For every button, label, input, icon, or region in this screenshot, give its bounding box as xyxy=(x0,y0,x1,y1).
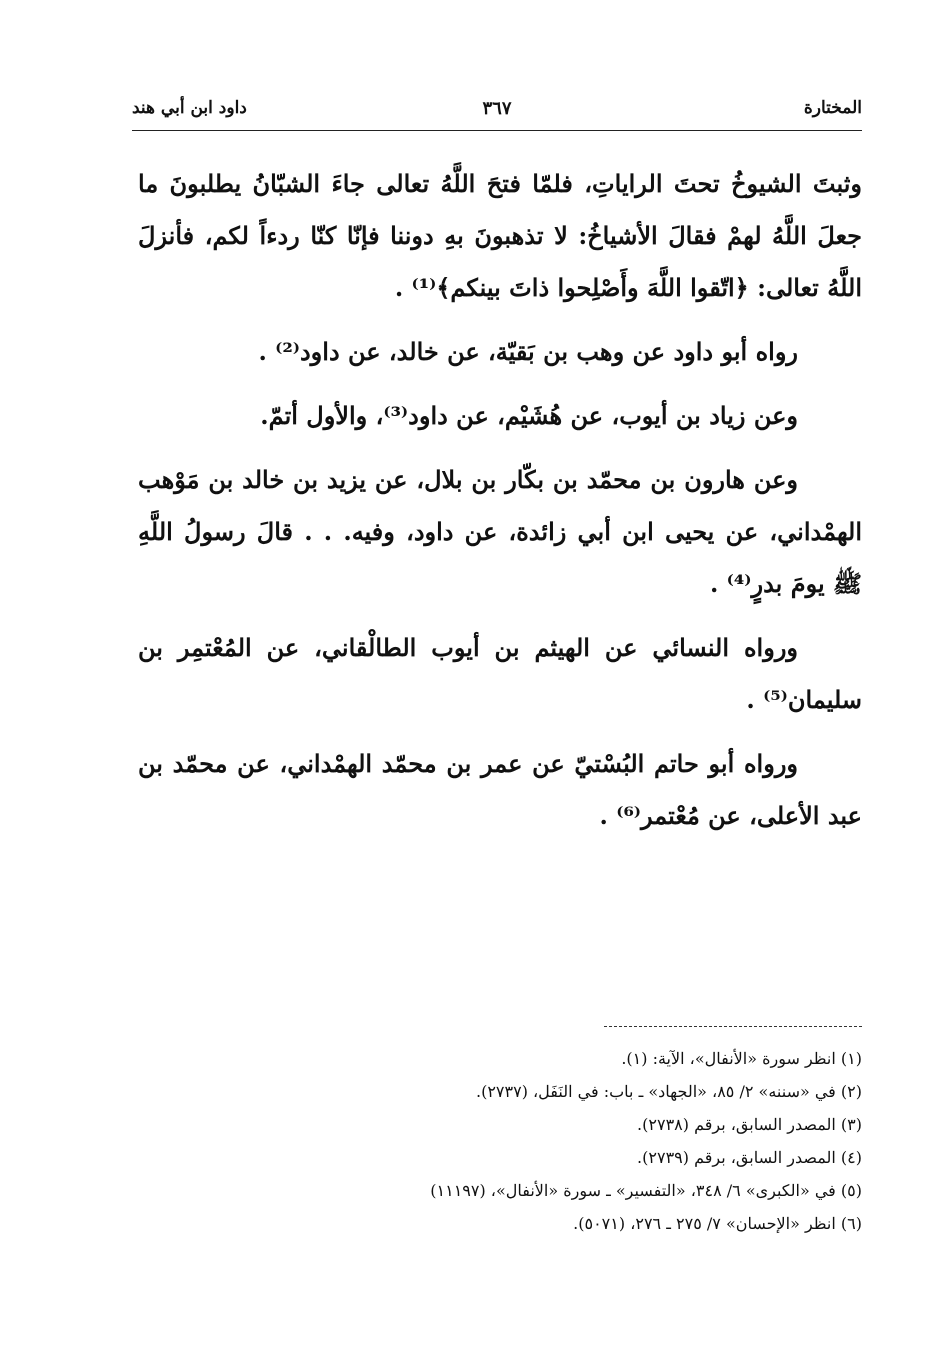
footnote: (٢) في «سننه» ٢/ ٨٥، «الجهاد» ـ باب: في النَفَل، (٢٧٣٧). xyxy=(475,1082,862,1101)
section-title: داود ابن أبي هند xyxy=(132,98,247,118)
footnote: (٥) في «الكبرى» ٦/ ٣٤٨، «التفسير» ـ سورة «الأنفال»، (١١١٩٧) xyxy=(430,1181,862,1200)
footnote: (٤) المصدر السابق، برقم (٢٧٣٩). xyxy=(637,1148,862,1167)
footnote: (٣) المصدر السابق، برقم (٢٧٣٨). xyxy=(637,1115,862,1134)
footnote: (٦) انظر «الإحسان» ٧/ ٢٧٥ ـ ٢٧٦، (٥٠٧١). xyxy=(573,1214,862,1233)
footnote: (١) انظر سورة «الأنفال»، الآية: (١). xyxy=(621,1049,862,1068)
footnote-separator xyxy=(604,1026,862,1027)
paragraph: ورواه النسائي عن الهيثم بن أيوب الطالْقاني، عن المُعْتمِر بن سليمان⁽⁵⁾ . xyxy=(138,633,862,714)
paragraph: رواه أبو داود عن وهب بن بَقيّة، عن خالد، عن داود⁽²⁾ . xyxy=(258,337,798,366)
paragraph: وثبتَ الشيوخُ تحتَ الراياتِ، فلمّا فتحَ اللَّهُ تعالى جاءَ الشبّانُ يطلبونَ ما جعلَ اللَّهُ لهمْ فقالَ الأشياخُ: لا تذهبونَ بهِ دوننا فإنّا كنّا ردءاً لكم، فأنزلَ اللَّهُ تعالى: ﴿اتّقوا اللَّهَ وأَصْلِحوا ذاتَ بينكم﴾⁽¹⁾ . xyxy=(138,169,862,302)
book-title: المختارة xyxy=(803,98,862,118)
running-header xyxy=(132,92,862,131)
main-text xyxy=(138,158,862,854)
paragraph: وعن زياد بن أيوب، عن هُشَيْم، عن داود⁽³⁾، والأول أتمّ. xyxy=(260,401,798,430)
paragraph: وعن هارون بن محمّد بن بكّار بن بلال، عن يزيد بن خالد بن مَوْهب الهمْداني، عن يحيى ابن أبي زائدة، عن داود، وفيه. . . قالَ رسولُ اللَّهِ ﷺ يومَ بدرٍ⁽⁴⁾ . xyxy=(138,465,862,598)
footnotes xyxy=(300,1042,862,1240)
page-number: ٣٦٧ xyxy=(482,98,512,119)
paragraph: ورواه أبو حاتم البُسْتيّ عن عمر بن محمّد الهمْداني، عن محمّد بن عبد الأعلى، عن مُعْتمر⁽⁶⁾ . xyxy=(138,749,862,830)
